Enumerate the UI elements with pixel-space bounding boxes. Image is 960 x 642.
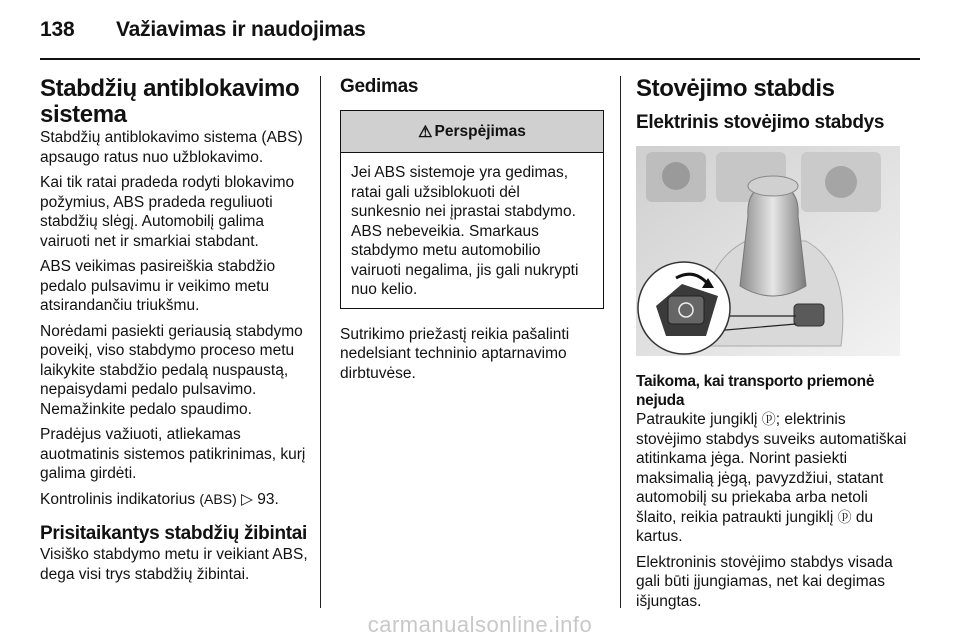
parking-brake-switch-icon: ⓟ	[761, 411, 776, 427]
warning-box	[340, 110, 604, 309]
parking-brake-switch-icon: ⓟ	[837, 508, 852, 525]
abs-indicator-icon: (ABS)	[199, 490, 237, 507]
section-heading-failure: Gedimas	[340, 76, 419, 97]
warning-icon: ⚠	[418, 123, 433, 141]
indicator-line	[40, 490, 308, 510]
warning-header	[341, 111, 603, 153]
paragraph: Visiško stabdymo metu ir veikiant ABS, dega visi trys stabdžių žibintai.	[40, 546, 308, 583]
section-heading-abs: Stabdžių antiblokavimo sistema	[40, 75, 300, 128]
warning-text: Jei ABS sistemoje yra gedimas, ratai gali užsiblokuoti dėl sunkesnio nei įprastai stabdymo. ABS nebeveikia. Smarkaus stabdymo metu automobilio vairuoti negalima, jis gali nukrypti nuo kelio.	[351, 164, 579, 298]
paragraph: Patraukite jungiklį ⓟ; elektrinis stovėjimo stabdys suveiks automatiškai atitinkama jėga. Norint pasiekti maksimalią jėgą, pavyzdžiui, statant automobilį su priekaba arba netoli šlaito, reikia patraukti jungiklį ⓟ du kartus.	[636, 411, 907, 545]
paragraph: Elektroninis stovėjimo stabdys visada gali būti įjungiamas, net kai degimas išjungtas.	[636, 553, 893, 610]
section-heading-brake-lights: Prisitaikantys stabdžių žibintai	[40, 523, 308, 544]
column-divider	[320, 76, 321, 608]
paragraph: Stabdžių antiblokavimo sistema (ABS) apsaugo ratus nuo užblokavimo.	[40, 129, 303, 166]
subheading-electric-parking-brake: Elektrinis stovėjimo stabdys	[636, 112, 885, 133]
indicator-text: Kontrolinis indikatorius	[40, 490, 196, 508]
header-rule	[40, 58, 920, 60]
page-reference[interactable]: 93.	[257, 490, 279, 508]
paragraph: Norėdami pasiekti geriausią stabdymo poveikį, viso stabdymo proceso metu laikykite stabdžio pedalą nuspaustą, nepaisydami pedalo pulsavimo. Nemažinkite pedalo spaudimo.	[40, 322, 303, 418]
paragraph: ABS veikimas pasireiškia stabdžio pedalo pulsavimu ir veikimo metu atsirandančiu triukšmu.	[40, 258, 276, 314]
page-header	[40, 18, 366, 42]
page-number: 138	[40, 18, 75, 41]
watermark: carmanualsonline.info	[367, 612, 593, 637]
paragraph: Sutrikimo priežastį reikia pašalinti nedelsiant techninio aptarnavimo dirbtuvėse.	[340, 325, 570, 382]
column-failure	[340, 76, 604, 383]
reference-arrow-icon: ▷	[241, 490, 253, 508]
column-parking-brake	[636, 76, 908, 611]
subheading-vehicle-stationary: Taikoma, kai transporto priemonė nejuda	[636, 373, 875, 409]
section-heading-parking-brake: Stovėjimo stabdis	[636, 75, 835, 102]
page-title: Važiavimas ir naudojimas	[116, 18, 366, 41]
warning-title: Perspėjimas	[434, 122, 526, 140]
column-divider	[620, 76, 621, 608]
column-abs	[40, 76, 308, 584]
parking-brake-illustration	[636, 146, 900, 356]
paragraph: Pradėjus važiuoti, atliekamas auotmatinis sistemos patikrinimas, kurį galima girdėti.	[40, 426, 306, 482]
paragraph: Kai tik ratai pradeda rodyti blokavimo požymius, ABS pradeda reguliuoti stabdžių slėgį. Automobilį galima vairuoti net ir smarkiai stabdant.	[40, 174, 295, 250]
